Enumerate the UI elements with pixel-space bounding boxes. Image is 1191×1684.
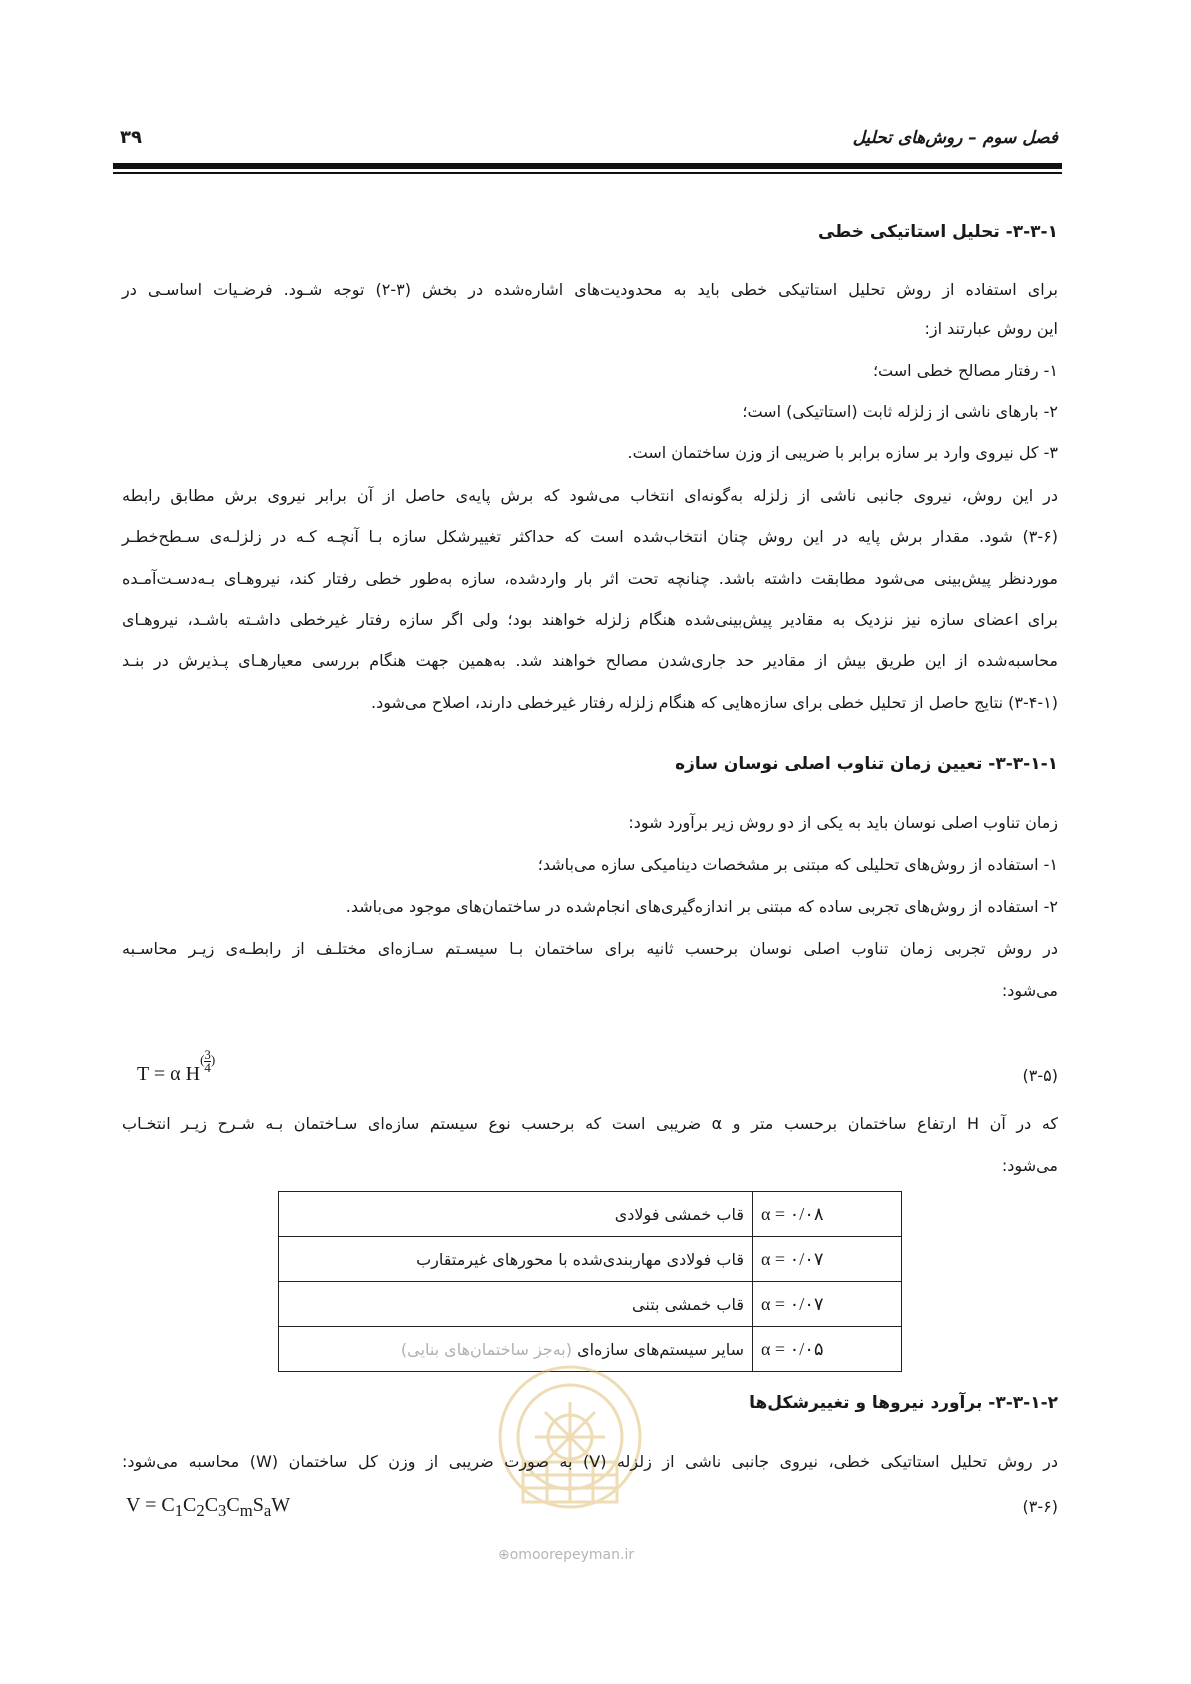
table-row — [279, 1192, 902, 1237]
table-row — [279, 1282, 902, 1327]
paragraph-line: زمان تناوب اصلی نوسان باید به یکی از دو روش زیر برآورد شود: — [628, 813, 1058, 832]
alpha-value-cell: α = ۰/۰۷ — [752, 1237, 901, 1282]
header-rule-thick — [113, 163, 1062, 169]
page-number: ۳۹ — [120, 127, 142, 148]
system-name-cell: قاب فولادی مهاربندی‌شده با محورهای غیرمتقارب — [279, 1237, 753, 1282]
list-item: ۱- استفاده از روش‌های تحلیلی که مبتنی بر مشخصات دینامیکی سازه می‌باشد؛ — [537, 855, 1058, 874]
paragraph-line: می‌شود: — [1001, 981, 1058, 1000]
alpha-value-cell: α = ۰/۰۵ — [752, 1327, 901, 1372]
paragraph-line: برای استفاده از روش تحلیل استاتیکی خطی باید به محدودیت‌های اشاره‌شده در بخش (۳-۲) توجه شـود. فرضـیات اساسـی در — [122, 280, 1059, 299]
alpha-coefficient-table — [278, 1191, 902, 1372]
paragraph-line: در روش تجربی زمان تناوب اصلی نوسان برحسب ثانیه برای ساختمان بـا سیسـتم سـازه‌ای مختلـف از رابطـه‌ی زیـر محاسـبه — [122, 939, 1058, 958]
alpha-value-cell: α = ۰/۰۸ — [752, 1192, 901, 1237]
paragraph-line: در روش تحلیل استاتیکی خطی، نیروی جانبی ناشی از زلزله (V) به صورت ضریبی از وزن کل ساختمان (W) محاسبه می‌شود: — [122, 1452, 1058, 1471]
paragraph-line: (۳-۶) شود. مقدار برش پایه در این روش چنان انتخاب‌شده است که حداکثر تغییرشکل سازه بـا آنچـه کـه در زلزلـه‌ی سـطح‌خطـر — [122, 527, 1058, 546]
section-heading-forces: ۳-۳-۱-۲- برآورد نیروها و تغییرشکل‌ها — [749, 1393, 1058, 1413]
exponent-denominator: 4 — [204, 1059, 211, 1075]
list-item: ۱- رفتار مصالح خطی است؛ — [872, 361, 1058, 380]
paragraph-line: (۳-۴-۱) نتایج حاصل از تحلیل خطی برای سازه‌هایی که هنگام زلزله رفتار غیرخطی دارند، اصلاح می‌شود. — [371, 693, 1058, 712]
equation-number: (۳-۶) — [1022, 1497, 1058, 1516]
equation-lhs: T = α H — [137, 1063, 201, 1085]
equation-base-shear: $V = C_1C_2C_3C_mS_aW$ — [126, 1494, 291, 1520]
system-name-cell: قاب خمشی بتنی — [279, 1282, 753, 1327]
alpha-value-cell: α = ۰/۰۷ — [752, 1282, 901, 1327]
table-row — [279, 1237, 902, 1282]
header-rule-thin — [113, 172, 1062, 174]
list-item: ۲- بارهای ناشی از زلزله ثابت (استاتیکی) است؛ — [742, 402, 1058, 421]
equation-number: (۳-۵) — [1022, 1066, 1058, 1085]
paragraph-line: محاسبه‌شده از این طریق بیش از مقادیر حد جاری‌شدن مصالح خواهند شد. به‌همین جهت هنگام بررسی معیارهـای پـذیرش در بنـد — [122, 651, 1058, 670]
paragraph-line: برای اعضای سازه نیز نزدیک به مقادیر پیش‌بینی‌شده هنگام زلزله خواهند بود؛ ولی اگر سازه رفتار غیرخطی داشـته باشـد، نیروهـای — [122, 610, 1058, 629]
paragraph-line: موردنظر پیش‌بینی می‌شود مطابقت داشته باشد. چنانچه تحت اثر بار واردشده، سازه به‌طور خطی رفتار کند، نیروهـای بـه‌دسـت‌آمـده — [122, 569, 1058, 588]
watermark-site: ⊕omoorepeyman.ir — [498, 1547, 635, 1563]
system-name: سایر سیستم‌های سازه‌ای — [577, 1339, 744, 1359]
equation-exponent: ( 3 4 ) — [200, 1046, 216, 1075]
chapter-title: فصل سوم – روش‌های تحلیل — [852, 128, 1058, 148]
list-item: ۳- کل نیروی وارد بر سازه برابر با ضریبی از وزن ساختمان است. — [627, 443, 1058, 462]
paragraph-line: در این روش، نیروی جانبی ناشی از زلزله به‌گونه‌ای انتخاب می‌شود که برش پایه‌ی حاصل از آن برابر نیروی برش مطابق رابطه — [122, 486, 1058, 505]
system-name-note: (به‌جز ساختمان‌های بنایی) — [400, 1339, 572, 1359]
paragraph-line: این روش عبارتند از: — [924, 319, 1058, 338]
list-item: ۲- استفاده از روش‌های تجربی ساده که مبتنی بر اندازه‌گیری‌های انجام‌شده در ساختمان‌های موجود می‌باشد. — [345, 897, 1058, 916]
section-heading-period: ۳-۳-۱-۱- تعیین زمان تناوب اصلی نوسان سازه — [675, 754, 1058, 774]
equation-period — [137, 1046, 216, 1090]
exponent-numerator: 3 — [204, 1046, 211, 1062]
system-name-cell: قاب خمشی فولادی — [279, 1192, 753, 1237]
section-heading-linear-static: ۳-۳-۱- تحلیل استاتیکی خطی — [817, 222, 1058, 242]
paragraph-line: که در آن H ارتفاع ساختمان برحسب متر و α ضریبی است که برحسب نوع سیستم سازه‌ای سـاختمان بـه شـرح زیـر انتخـاب — [122, 1114, 1059, 1133]
watermark-logo — [495, 1362, 645, 1512]
globe-icon: ⊕ — [498, 1547, 510, 1563]
paragraph-line: می‌شود: — [1001, 1156, 1058, 1175]
